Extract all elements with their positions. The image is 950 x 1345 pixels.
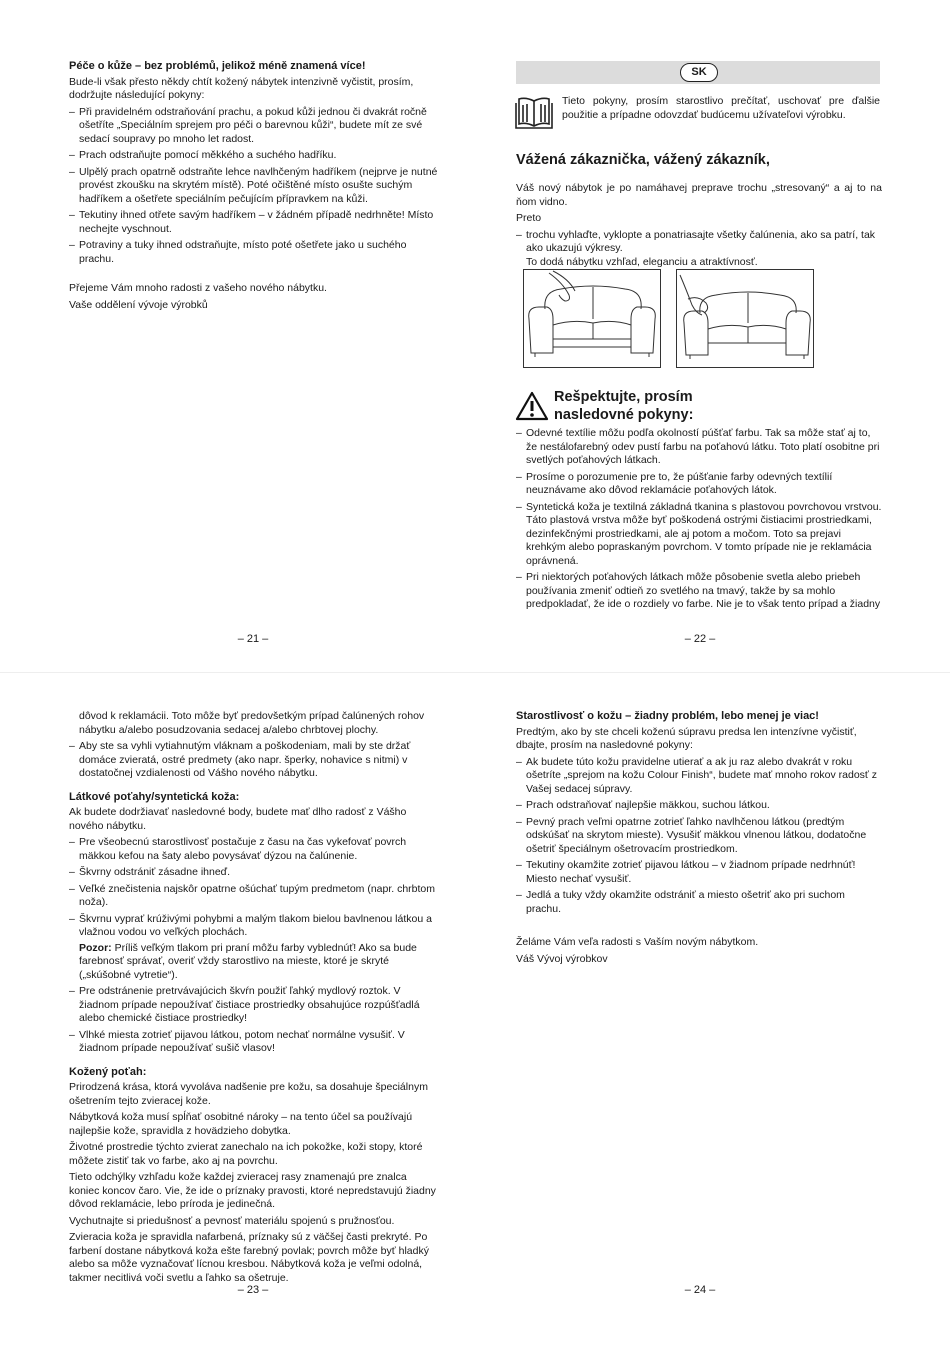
p21-intro: Bude-li však přesto někdy chtít kožený nábytek intenzivně vyčistit, prosím, dodržujte následující pokyny: [69,75,414,101]
paragraph: Vychutnajte si priedušnosť a pevnosť materiálu spojenú s pružnosťou. [69,1214,395,1227]
list-item: – Škvrny odstrániť zásadne ihneď. [69,866,436,880]
list-item: – Veľké znečistenia najskôr opatrne ošúchať tupým predmetom (napr. chrbtom noža). [69,883,436,910]
list-item: – Prach odstraňujte pomocí měkkého a suchého hadříku. [69,149,439,163]
caution-text: Príliš veľkým tlakom pri praní môžu farby vyblednúť! Ako sa bude farebnosť správať, overiť vždy starostlivo na mieste, ktoré je skryté („skúšobné vytretie“). [79,941,417,981]
p24-intro: Predtým, ako by ste chceli koženú súpravu predsa len intenzívne vyčistiť, dbajte, prosím na nasledovné pokyny: [516,725,857,751]
language-badge: SK [680,63,718,82]
list-item: – Při pravidelném odstraňování prachu, a pokud kůži jednou či dvakrát ročně ošetříte „Speciálním sprejem pro péči o barevnou kůži“, budete mít ze své sedací soupravy po mnoho let radost. [69,106,439,147]
paragraph: Nábytková koža musí spĺňať osobitné nároky – na tento účel sa používajú najlepšie kože, spravidla z hovädzieho dobytka. [69,1111,413,1137]
p24-closing-1: Želáme Vám veľa radosti s Vaším novým nábytkom. [516,936,759,948]
paragraph: Tieto odchýlky vzhľadu kože každej zvieracej rasy znamenajú pre znalca koniec koncov čaro. Vie, že ide o príznaky pravosti, ktoré nepredstavujú žiadny dôvod reklamácie, lebo príroda je jedinečná. [69,1171,436,1210]
p23-continuation: dôvod k reklamácii. Toto môže byť predovšetkým prípad čalúnených rohov nábytku a/alebo posudzovania sedacej a/alebo chrbtovej plochy. [79,710,425,736]
page-separator [0,672,950,673]
list-item: – Tekutiny ihned otřete savým hadříkem – v žádném případě nedrhněte! Místo nechejte vyschnout. [69,209,439,236]
p21-closing-2: Vaše oddělení vývoje výrobků [69,298,208,311]
list-item: – Aby ste sa vyhli vytiahnutým vláknam a poškodeniam, mali by ste držať domáce zvieratá, ostré predmety (ako napr. šperky, nohavice s nitmi) v dostatočnej vzdialenosti od Vášho nového nábytku. [69,740,436,781]
p23-list-0 [69,740,436,781]
p21-closing-1: Přejeme Vám mnoho radosti z vašeho nového nábytku. [69,282,327,294]
p23-intro-fabric: Ak budete dodržiavať nasledovné body, budete mať dlho radosť z Vášho nového nábytku. [69,806,407,832]
page-number-23: – 23 – [237,1284,269,1296]
p22-list [516,229,882,270]
list-item: – Pevný prach veľmi opatrne zotrieť ľahko navlhčenou látkou (predtým odskúšať na skrytom mieste). Vysušiť mäkkou vlnenou látkou, dodatočne ošetriť špeciálnym ošetrovacím prostriedkom. [516,816,882,857]
p24-closing-2: Váš Vývoj výrobkov [516,952,608,965]
warning-title-line-1: Rešpektujte, prosím [554,389,693,405]
page-24-column [516,710,882,969]
list-item: – Prach odstraňovať najlepšie mäkkou, suchou látkou. [516,799,882,813]
list-item [516,229,882,270]
list-item: – Pri niektorých poťahových látkach môže pôsobenie svetla alebo priebeh používania zmeniť odtieň zo svetlého na tmavý, takže by sa mohlo predpokladať, že ide o rozdiely vo farbe. Nie je to však tento prípad a žiadny [516,571,882,612]
paragraph: Zvieracia koža je spravidla nafarbená, príznaky sú z väčšej časti prekryté. Po farbení dostane nábytková koža ešte farebný povlak; povrch môže byť hladký alebo sa môže vyznačovať lícnou kresbou. Nábytková koža je veľmi odolná, takmer necitlivá voči svetlu a ľahko sa ošetruje. [69,1231,429,1284]
caution-label: Pozor: [79,941,112,954]
warning-list-container [516,427,882,615]
page-21-column [69,60,439,315]
page-22-column [516,182,882,272]
warning-list [516,427,882,612]
warning-title-line-2: nasledovné pokyny: [554,407,694,423]
list-item-continuation: To dodá nábytku vzhľad, eleganciu a atraktívnosť. [526,255,758,268]
list-item: – Odevné textílie môžu podľa okolností púšťať farbu. Tak sa môže stať aj to, že nestálofarebný odev pustí farbu na poťahovú látku. Toto platí osobitne pri svetlých poťahových látkach. [516,427,882,468]
paragraph: Životné prostredie týchto zvierat zanechalo na ich pokožke, koži stopy, ktoré môžete zistiť tak vo farbe, ako aj na povrchu. [69,1141,423,1167]
list-item-text: Škvrnu vyprať krúživými pohybmi a malým tlakom bielou bavlnenou látkou a vlažnou vodou vo veľkých plochách. [79,912,432,938]
page-number-24: – 24 – [684,1284,716,1296]
sofa-illustration-shaking [676,269,814,368]
warning-title [554,388,874,424]
paragraph: Prirodzená krása, ktorá vyvoláva nadšenie pre kožu, sa dosahuje špeciálnym ošetrením tejto zvieracej kože. [69,1081,428,1107]
book-notice: Tieto pokyny, prosím starostlivo prečítať, uschovať pre ďalšie použitie a prípadne odovzdať budúcemu užívateľovi výrobku. [562,95,880,121]
list-item: – Tekutiny okamžite zotrieť pijavou látkou – v žiadnom prípade nedrhnúť! Miesto nechať vysušiť. [516,859,882,886]
list-item: – Ak budete túto kožu pravidelne utierať a ak ju raz alebo dvakrát v roku ošetríte „sprejom na kožu Colour Finish“, budete mať mnoho rokov radosť z Vašej sedacej súpravy. [516,756,882,797]
p22-intro: Váš nový nábytok je po namáhavej preprave trochu „stresovaný“ a aj to na ňom vidno. [516,182,882,208]
warning-icon [515,391,549,421]
page-number-21: – 21 – [237,633,269,645]
p21-list [69,106,439,267]
p23-heading-fabric: Látkové poťahy/syntetická koža: [69,790,240,803]
list-item: – Syntetická koža je textilná základná tkanina s plastovou povrchovou vrstvou. Táto plastová vrstva môže byť poškodená ostrými čistiacimi prostriedkami, dezinfekčnými prostriedkami, ale aj potom a močom. Toto sa prejavi krehkým alebo popraskaným povrchom. V tomto prípade nie je reklamácia oprávnená. [516,501,882,569]
p24-list [516,756,882,917]
list-item [69,913,436,983]
p23-list-fabric [69,836,436,1056]
p21-heading: Péče o kůže – bez problémů, jelikož méně znamená více! [69,60,366,72]
list-item-text: trochu vyhlaďte, vyklopte a ponatriasajte všetky čalúnenia, ako sa patrí, tak ako ukazujú výkresy. [526,228,876,254]
book-icon [515,95,553,131]
list-item: – Potraviny a tuky ihned odstraňujte, místo poté ošetřete jako u suchého prachu. [69,239,439,266]
sofa-illustration-smoothing [523,269,661,368]
p23-heading-leather: Kožený poťah: [69,1065,147,1078]
p24-heading: Starostlivosť o kožu – žiadny problém, lebo menej je viac! [516,710,819,722]
page-number-22: – 22 – [684,633,716,645]
list-item: – Pre odstránenie pretrvávajúcich škvŕn použiť ľahký mydlový roztok. V žiadnom prípade nepoužívať čistiace prostriedky obsahujúce rozpúšťadlá alebo chemické čistiace prostriedky! [69,985,436,1026]
list-item: – Prosíme o porozumenie pre to, že púšťanie farby odevných textílií neuznávame ako dôvod reklamácie poťahových látok. [516,471,882,498]
page-23-column [69,710,436,1288]
list-item: – Vlhké miesta zotrieť pijavou látkou, potom nechať normálne vysušiť. V žiadnom prípade nepoužívať sušič vlasov! [69,1029,436,1056]
list-item: – Pre všeobecnú starostlivosť postačuje z času na čas vykefovať povrch mäkkou kefou na šaty alebo povysávať dýzou na čalúnenie. [69,836,436,863]
list-item: – Jedlá a tuky vždy okamžite odstrániť a miesto ošetriť ako pri suchom prachu. [516,889,882,916]
p22-preto: Preto [516,212,542,224]
caution-note [79,942,436,983]
list-item: – Ulpělý prach opatrně odstraňte lehce navlhčeným hadříkem (nejprve je nutné provést zkoušku na skrytém místě). Poté očištěné místo osušte suchým hadříkem a ošetřete speciálním pečujícím přípravkem na kůži. [69,166,439,207]
greeting: Vážená zákaznička, vážený zákazník, [516,152,770,168]
